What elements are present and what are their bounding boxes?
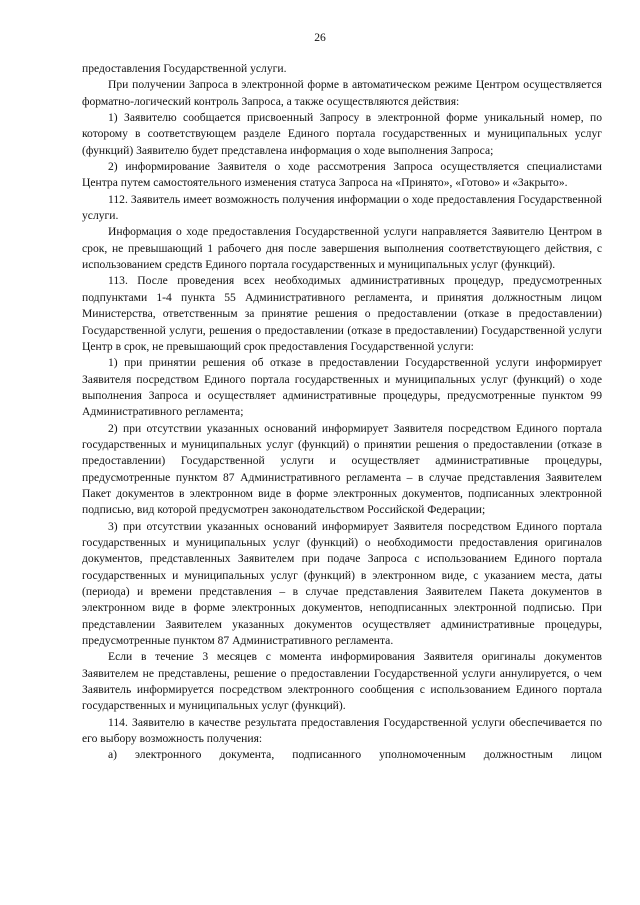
paragraph: Если в течение 3 месяцев с момента информирования Заявителя оригиналы документов Заявителем не представлены, решение о предоставлении Государственной услуги аннулируется, о чем Заявитель информируется посредством электронного сообщения с использованием Единого портала государственных и муниципальных услуг (функций).	[82, 650, 602, 713]
list-item: а) электронного документа, подписанного уполномоченным должностным лицом	[108, 748, 602, 762]
paragraph: предоставления Государственной услуги.	[82, 62, 287, 75]
document-body	[82, 61, 602, 764]
list-item: 1) при принятии решения об отказе в предоставлении Государственной услуги информирует Заявителя посредством Единого портала государственных и муниципальных услуг (функций) о ходе выполнения Запроса и осуществляет административные процедуры, предусмотренные пунктом 99 Административного регламента;	[82, 356, 602, 419]
paragraph: Информация о ходе предоставления Государственной услуги направляется Заявителю Центром в срок, не превышающий 1 рабочего дня после завершения выполнения соответствующего действия, с использованием средств Единого портала государственных и муниципальных услуг (функций).	[82, 225, 602, 272]
page-number: 26	[314, 31, 326, 44]
list-item: 3) при отсутствии указанных оснований информирует Заявителя посредством Единого портала государственных и муниципальных услуг (функций) о необходимости предоставления оригиналов документов, представленных Заявителем при подаче Запроса с использованием Единого портала государственных и муниципальных услуг (функций) в электронном виде, с указанием места, даты (периода) и времени представления – в случае представления Заявителем Пакета документов в электронном виде в форме электронных документов, неподписанных электронной подписью. При представлении Заявителем указанных документов осуществляет административные процедуры, предусмотренные пунктом 87 Административного регламента.	[82, 519, 602, 648]
clause-113: 113. После проведения всех необходимых административных процедур, предусмотренных подпунктами 1-4 пункта 55 Административного регламента, и принятия должностным лицом Министерства, ответственным за принятие решения о предоставлении (отказе в предоставлении) Государственной услуги, решения о предоставлении (отказе в предоставлении) Государственной услуги Центр в срок, не превышающий срок предоставления Государственной услуги:	[82, 274, 602, 353]
clause-114: 114. Заявителю в качестве результата предоставления Государственной услуги обеспечивается по его выбору возможность получения:	[82, 715, 602, 746]
clause-112: 112. Заявитель имеет возможность получения информации о ходе предоставления Государственной услуги.	[82, 192, 602, 223]
list-item: 2) при отсутствии указанных оснований информирует Заявителя посредством Единого портала государственных и муниципальных услуг (функций) о принятии решения о предоставлении (отказе в предоставлении) Государственной услуги и осуществляет административные процедуры, предусмотренные пунктом 87 Административного регламента – в случае представления Заявителем Пакет документов в электронном виде в форме электронных документов, подписанных электронной подписью, вид которой предусмотрен законодательством Российской Федерации;	[82, 421, 602, 517]
list-item: 2) информирование Заявителя о ходе рассмотрения Запроса осуществляется специалистами Центра путем самостоятельного изменения статуса Запроса на «Принято», «Готово» и «Закрыто».	[82, 160, 602, 190]
paragraph: При получении Запроса в электронной форме в автоматическом режиме Центром осуществляется форматно-логический контроль Запроса, а также осуществляются действия:	[82, 78, 602, 108]
list-item: 1) Заявителю сообщается присвоенный Запросу в электронной форме уникальный номер, по которому в соответствующем разделе Единого портала государственных и муниципальных услуг (функций) Заявителю будет представлена информация о ходе выполнения Запроса;	[82, 111, 602, 157]
